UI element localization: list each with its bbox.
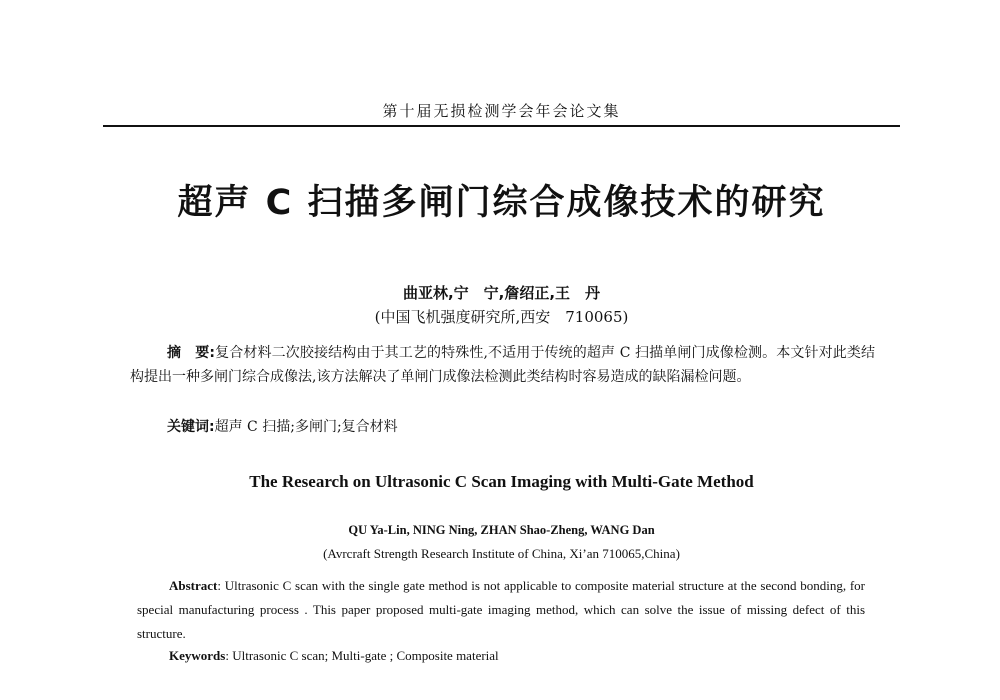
affiliation-en: (Avrcraft Strength Research Institute of China, Xi’an 710065,China) bbox=[323, 546, 680, 561]
keywords-en-text: Ultrasonic C scan; Multi-gate ; Composite material bbox=[232, 648, 499, 663]
keywords-en bbox=[169, 648, 869, 664]
keywords-cn-text: 超声 C 扫描;多闸门;复合材料 bbox=[214, 419, 398, 435]
affiliation-cn: (中国飞机强度研究所,西安 710065) bbox=[374, 308, 629, 326]
abstract-cn-label: 摘 要: bbox=[167, 345, 215, 361]
abstract-en bbox=[137, 574, 865, 646]
abstract-en-sep: : bbox=[217, 578, 225, 593]
running-header: 第十届无损检测学会年会论文集 bbox=[382, 102, 621, 120]
abstract-cn-text: 复合材料二次胶接结构由于其工艺的特殊性,不适用于传统的超声 C 扫描单闸门成像检测。本文针对此类结构提出一种多闸门综合成像法,该方法解决了单闸门成像法检测此类结构时容易造成的缺陷漏检问题。 bbox=[130, 345, 876, 385]
abstract-en-text: Ultrasonic C scan with the single gate method is not applicable to composite material structure at the second bonding, for special manufacturing process . This paper proposed multi-gate imaging method, which can solve the issue of missing defect of this structure. bbox=[137, 578, 865, 641]
keywords-en-label: Keywords bbox=[169, 648, 226, 663]
authors-cn: 曲亚林,宁 宁,詹绍正,王 丹 bbox=[402, 284, 601, 302]
abstract-cn bbox=[130, 341, 875, 389]
keywords-en-sep: : bbox=[225, 648, 233, 663]
keywords-cn-label: 关键词: bbox=[167, 419, 215, 435]
abstract-en-label: Abstract bbox=[169, 578, 218, 593]
paper-title-cn: 超声 C 扫描多闸门综合成像技术的研究 bbox=[177, 183, 826, 223]
header-rule bbox=[103, 125, 900, 127]
keywords-cn bbox=[167, 416, 867, 436]
authors-en: QU Ya-Lin, NING Ning, ZHAN Shao-Zheng, WANG Dan bbox=[348, 523, 655, 537]
paper-title-en: The Research on Ultrasonic C Scan Imaging with Multi-Gate Method bbox=[249, 472, 754, 491]
